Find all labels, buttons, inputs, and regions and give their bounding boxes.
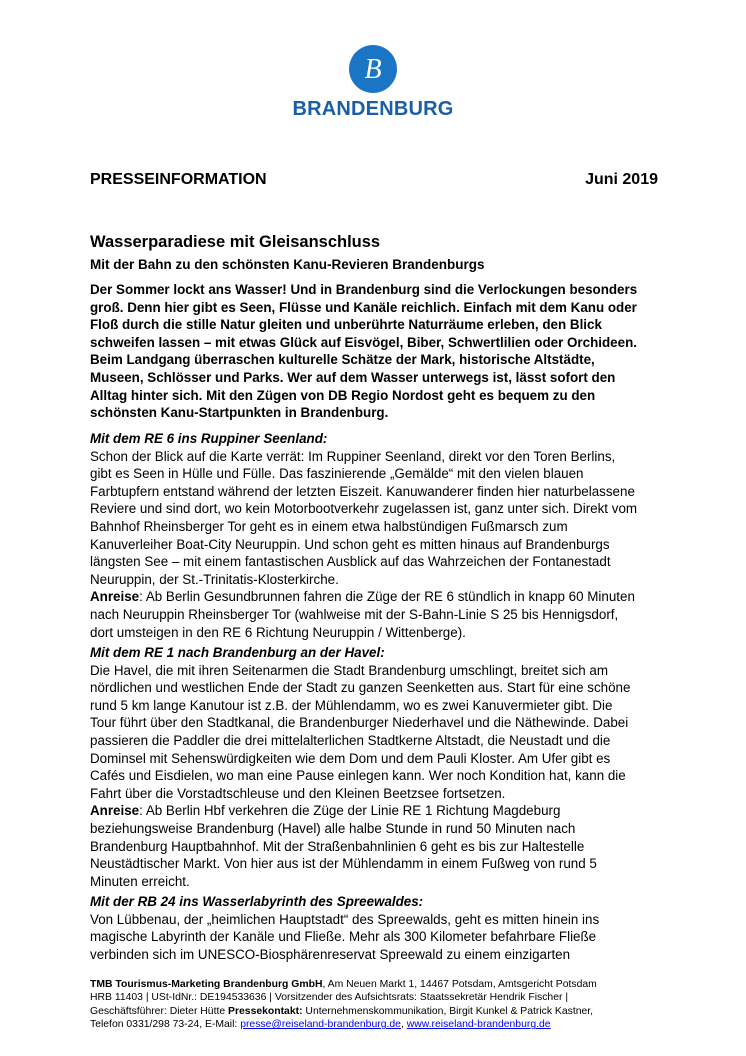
section-line: längsten See – mit einem fantastischen Ausblick auf das Wahrzeichen der Fontanestadt	[90, 554, 611, 570]
anreise-line	[90, 588, 670, 606]
footer-address: , Am Neuen Markt 1, 14467 Potsdam, Amtsgericht Potsdam	[322, 979, 597, 990]
section-line: Cafés und Eisdielen, wo man eine Pause einlegen kann. Wer noch Kondition hat, kann die	[90, 768, 626, 784]
footer-managing-director: Geschäftsführer: Dieter Hütte	[90, 1005, 229, 1017]
section-line: rund 5 km lange Kanutour ist z.B. der Mühlendamm, wo es zwei Kanuvermieter gibt. Die	[90, 697, 613, 713]
section-line: Von Lübbenau, der „heimlichen Hauptstadt“ des Spreewalds, geht es mitten hinein ins	[90, 911, 600, 927]
intro-line: schweifen lassen – mit etwas Glück auf Eisvögel, Biber, Schwertlilien oder Orchideen.	[90, 334, 637, 350]
section-spreewald	[90, 893, 670, 963]
section-line: nördlichen und westlichen Ende der Stadt zu ganzen Seenketten aus. Start für eine schöne	[90, 680, 631, 696]
footer-line	[90, 1018, 670, 1031]
website-link[interactable]: www.reiseland-brandenburg.de	[406, 1019, 551, 1031]
document-header	[90, 171, 658, 193]
logo-wordmark: BRANDENBURG	[292, 98, 454, 120]
section-heading: Mit dem RE 1 nach Brandenburg an der Havel:	[90, 645, 385, 660]
section-brandenburg-havel	[90, 644, 670, 890]
document-date: Juni 2019	[585, 171, 658, 188]
document-type-label: PRESSEINFORMATION	[90, 171, 267, 188]
anreise-text: : Ab Berlin Hbf verkehren die Züge der Linie RE 1 Richtung Magdeburg	[139, 803, 561, 819]
section-line: Brandenburg Hauptbahnhof. Mit der Straßenbahnlinien 6 geht es bis zur Haltestelle	[90, 838, 585, 854]
intro-line: Museen, Schlösser und Parks. Wer auf dem Wasser unterwegs ist, lässt sofort den	[90, 369, 616, 385]
section-line: Neustädtischer Markt. Von hier aus ist der Mühlendamm in einem Fußweg von rund 5	[90, 856, 597, 872]
section-line: nach Neuruppin Rheinsberger Tor (wahlweise mit der S-Bahn-Linie S 25 bis Hennigsdorf,	[90, 606, 619, 622]
anreise-label: Anreise	[90, 803, 140, 819]
section-line: gibt es Seen in Hülle und Fülle. Das faszinierende „Gemälde“ mit den vielen blauen	[90, 466, 584, 482]
email-link[interactable]: presse@reiseland-brandenburg.de	[240, 1019, 401, 1031]
section-heading: Mit dem RE 6 ins Ruppiner Seenland:	[90, 431, 328, 446]
press-contact-names: Unternehmenskommunikation, Birgit Kunkel & Patrick Kastner,	[302, 1005, 594, 1017]
section-ruppiner-seenland	[90, 430, 670, 641]
section-line: Neuruppin, der St.-Trinitatis-Klosterkirche.	[90, 571, 339, 587]
intro-line: schönsten Kanu-Startpunkten in Brandenburg.	[90, 405, 389, 421]
section-line: magische Labyrinth der Kanäle und Fließe. Mehr als 300 Kilometer befahrbare Fließe	[90, 929, 597, 945]
imprint-footer	[90, 978, 670, 1032]
footer-line	[90, 1005, 670, 1018]
intro-line: Beim Landgang überraschen kulturelle Schätze der Mark, historische Altstädte,	[90, 352, 595, 368]
intro-paragraph	[90, 281, 670, 422]
anreise-label: Anreise	[90, 589, 140, 605]
anreise-text: : Ab Berlin Gesundbrunnen fahren die Züge der RE 6 stündlich in knapp 60 Minuten	[139, 589, 635, 605]
article-subtitle: Mit der Bahn zu den schönsten Kanu-Revieren Brandenburgs	[90, 257, 485, 272]
section-line: Kanuverleiher Boat-City Neuruppin. Und schon geht es mitten hinaus auf Brandenburgs	[90, 536, 610, 552]
section-line: Tour führt über den Stadtkanal, die Brandenburger Niederhavel und die Näthewinde. Dabei	[90, 715, 629, 731]
intro-line: Der Sommer lockt ans Wasser! Und in Brandenburg sind die Verlockungen besonders	[90, 282, 638, 297]
section-line: Schon der Blick auf die Karte verrät: Im Ruppiner Seenland, direkt vor den Toren Berlins,	[90, 448, 616, 464]
section-line: beziehungsweise Brandenburg (Havel) alle halbe Stunde in rund 50 Minuten nach	[90, 820, 576, 836]
section-line: Farbtupfern entstand während der letzten Eiszeit. Kanuwanderer finden hier naturbelassene	[90, 483, 635, 499]
intro-line: Alltag hinter sich. Mit den Zügen von DB Regio Nordost geht es bequem zu den	[90, 387, 596, 403]
footer-company: TMB Tourismus-Marketing Brandenburg GmbH	[90, 979, 323, 990]
intro-line: Floß durch die stille Natur gleiten und unberührte Naturräume erleben, den Blick	[90, 317, 602, 333]
section-line: Die Havel, die mit ihren Seitenarmen die Stadt Brandenburg umschlingt, breitet sich am	[90, 662, 609, 678]
svg-text:B: B	[364, 54, 382, 85]
section-line: dort umsteigen in den RE 6 Richtung Neuruppin / Wittenberge).	[90, 624, 466, 640]
brandenburg-monogram-icon	[348, 44, 398, 94]
section-line: Reviere und sind dort, wo kein Motorbootverkehr zugelassen ist, ganz unter sich. Direkt vom	[90, 501, 638, 517]
article-title: Wasserparadiese mit Gleisanschluss	[90, 233, 381, 251]
section-line: passieren die Paddler die drei mittelalterlichen Stadtkerne Altstadt, die Neustadt und die	[90, 732, 611, 748]
anreise-line	[90, 802, 670, 820]
section-line: Dominsel mit Sehenswürdigkeiten wie dem Dom und dem Pauli Kloster. Am Ufer gibt es	[90, 750, 611, 766]
footer-line	[90, 978, 670, 991]
footer-line: HRB 11403 | USt-IdNr.: DE194533636 | Vorsitzender des Aufsichtsrats: Staatssekretär Hendrik Fischer |	[90, 992, 569, 1004]
intro-line: groß. Denn hier gibt es Seen, Flüsse und Kanäle reichlich. Einfach mit dem Kanu oder	[90, 299, 637, 315]
section-line: Bahnhof Rheinsberger Tor geht es in einem etwa halbstündigen Fußmarsch zum	[90, 518, 568, 534]
press-contact-label: Pressekontakt:	[228, 1005, 303, 1017]
footer-phone: Telefon 0331/298 73-24, E-Mail:	[90, 1019, 241, 1031]
section-heading: Mit der RB 24 ins Wasserlabyrinth des Spreewaldes:	[90, 894, 424, 909]
section-line: Fahrt über die Vorstadtschleuse und den Kleinen Beetzsee fortsetzen.	[90, 785, 506, 801]
footer-separator: ,	[400, 1019, 407, 1031]
section-line: Minuten erreicht.	[90, 873, 190, 889]
brandenburg-logo	[290, 44, 456, 121]
section-line: verbinden sich im UNESCO-Biosphärenreservat Spreewald zu einem einzigarten	[90, 946, 571, 962]
